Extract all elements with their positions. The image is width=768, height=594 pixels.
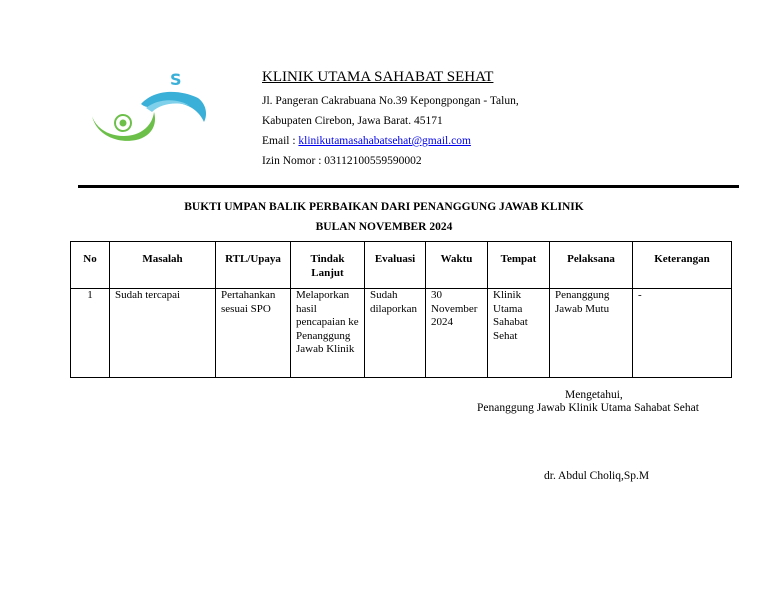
email-link[interactable]: klinikutamasahabatsehat@gmail.com bbox=[298, 135, 471, 147]
acknowledged-label: Mengetahui, bbox=[565, 389, 623, 401]
document-title: BUKTI UMPAN BALIK PERBAIKAN DARI PENANGGUNG JAWAB KLINIK bbox=[184, 201, 584, 213]
document-subtitle: BULAN NOVEMBER 2024 bbox=[315, 221, 453, 233]
clinic-logo bbox=[86, 68, 216, 148]
email-line bbox=[262, 135, 471, 147]
col-header-rtl-upaya: RTL/Upaya bbox=[216, 242, 291, 289]
col-header-waktu: Waktu bbox=[426, 242, 488, 289]
signer-role: Penanggung Jawab Klinik Utama Sahabat Sehat bbox=[477, 402, 699, 414]
email-label: Email : bbox=[262, 135, 299, 147]
col-header-tindak-lanjut: Tindak Lanjut bbox=[291, 242, 365, 289]
address-line-2: Kabupaten Cirebon, Jawa Barat. 45171 bbox=[262, 115, 443, 127]
cell-no: 1 bbox=[71, 289, 110, 378]
cell-waktu: 30 November 2024 bbox=[426, 289, 488, 378]
table-header-row bbox=[71, 242, 732, 289]
col-header-no: No bbox=[71, 242, 110, 289]
svg-text:S: S bbox=[170, 70, 182, 89]
feedback-table bbox=[70, 241, 732, 378]
col-header-pelaksana: Pelaksana bbox=[550, 242, 633, 289]
cell-rtl-upaya: Pertahankan sesuai SPO bbox=[216, 289, 291, 378]
col-header-masalah: Masalah bbox=[110, 242, 216, 289]
cell-tempat: Klinik Utama Sahabat Sehat bbox=[488, 289, 550, 378]
signer-name: dr. Abdul Choliq,Sp.M bbox=[544, 470, 650, 482]
col-header-tempat: Tempat bbox=[488, 242, 550, 289]
permit-number: Izin Nomor : 03112100559590002 bbox=[262, 155, 422, 167]
cell-pelaksana: Penanggung Jawab Mutu bbox=[550, 289, 633, 378]
col-header-evaluasi: Evaluasi bbox=[365, 242, 426, 289]
cell-tindak-lanjut: Melaporkan hasil pencapaian ke Penanggung Jawab Klinik bbox=[291, 289, 365, 378]
table-row bbox=[71, 289, 732, 378]
clinic-name: KLINIK UTAMA SAHABAT SEHAT bbox=[262, 69, 494, 85]
col-header-keterangan: Keterangan bbox=[633, 242, 732, 289]
address-line-1: Jl. Pangeran Cakrabuana No.39 Kepongpongan - Talun, bbox=[262, 95, 519, 107]
cell-keterangan: - bbox=[633, 289, 732, 378]
cell-masalah: Sudah tercapai bbox=[110, 289, 216, 378]
header-divider bbox=[78, 185, 739, 188]
cell-evaluasi: Sudah dilaporkan bbox=[365, 289, 426, 378]
